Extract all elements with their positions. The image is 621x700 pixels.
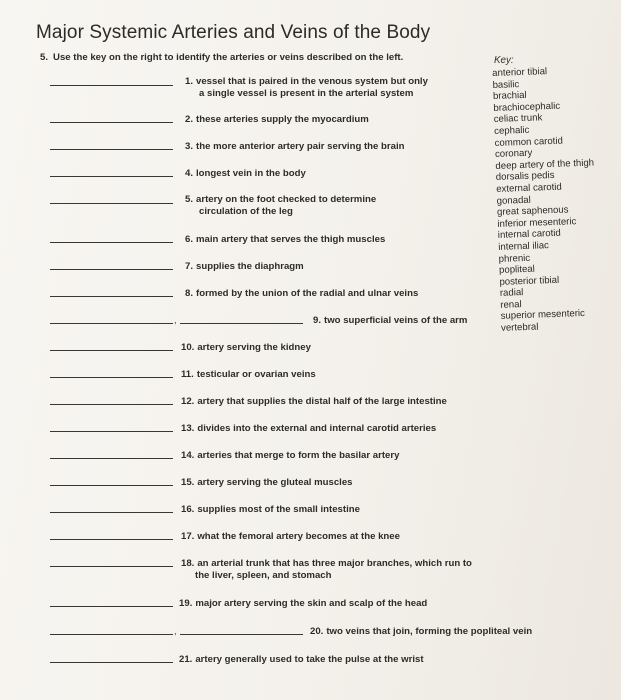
key-item: great saphenous (496, 204, 569, 219)
question-17: 17. what the femoral artery becomes at the knee (181, 531, 400, 542)
answer-blank-15[interactable] (50, 485, 173, 486)
answer-blank-19[interactable] (50, 606, 173, 607)
instruction-text: Use the key on the right to identify the arteries or veins described on the left. (53, 52, 404, 63)
answer-blank-1[interactable] (50, 85, 173, 86)
key-item: deep artery of the thigh (495, 157, 595, 172)
answer-blank-14[interactable] (50, 458, 173, 459)
question-14: 14. arteries that merge to form the basilar artery (181, 450, 400, 461)
answer-blank-10[interactable] (50, 350, 173, 351)
key-item: brachial (492, 90, 527, 103)
question-16: 16. supplies most of the small intestine (181, 504, 360, 515)
question-21: 21. artery generally used to take the pulse at the wrist (179, 654, 424, 665)
question-6: 6. main artery that serves the thigh muscles (185, 234, 386, 245)
question-2: 2. these arteries supply the myocardium (185, 114, 369, 125)
key-item: internal iliac (498, 240, 550, 253)
answer-blank-3[interactable] (50, 149, 173, 150)
key-item: anterior tibial (492, 66, 548, 79)
question-20: 20. two veins that join, forming the popliteal vein (310, 626, 533, 637)
answer-blank-17[interactable] (50, 539, 173, 540)
key-item: popliteal (498, 263, 535, 276)
answer-blank-20b[interactable] (180, 634, 303, 635)
question-12: 12. artery that supplies the distal half of the large intestine (181, 396, 447, 407)
answer-blank-13[interactable] (50, 431, 173, 432)
question-13: 13. divides into the external and internal carotid arteries (181, 423, 437, 434)
page-title: Major Systemic Arteries and Veins of the Body (36, 22, 431, 43)
answer-blank-8[interactable] (50, 296, 173, 297)
separator-comma: , (174, 626, 177, 636)
key-item: common carotid (494, 135, 564, 149)
question-19: 19. major artery serving the skin and scalp of the head (179, 598, 428, 609)
question-11: 11. testicular or ovarian veins (181, 369, 316, 380)
key-item: internal carotid (497, 228, 561, 242)
key-item: cephalic (494, 124, 530, 137)
key-item: posterior tibial (499, 274, 560, 288)
key-item: coronary (494, 147, 533, 161)
key-item: phrenic (498, 252, 531, 265)
answer-blank-9a[interactable] (50, 323, 173, 324)
question-10: 10. artery serving the kidney (181, 342, 311, 353)
answer-blank-5[interactable] (50, 203, 173, 204)
question-3: 3. the more anterior artery pair serving the brain (185, 141, 405, 152)
key-item: basilic (492, 78, 520, 91)
key-title: Key: (494, 55, 514, 66)
question-9: 9. two superficial veins of the arm (313, 315, 468, 326)
instruction-number: 5. (40, 52, 49, 63)
question-18: 18. an arterial trunk that has three major branches, which run to the liver, spleen, and stomach (181, 558, 472, 581)
answer-blank-20a[interactable] (50, 634, 173, 635)
instruction (40, 52, 403, 63)
key-item: external carotid (496, 181, 562, 195)
answer-blank-16[interactable] (50, 512, 173, 513)
key-list (492, 65, 600, 335)
answer-blank-4[interactable] (50, 176, 173, 177)
question-1: 1. vessel that is paired in the venous system but only a single vessel is present in the arterial system (185, 76, 428, 99)
separator-comma: , (174, 315, 177, 325)
answer-blank-7[interactable] (50, 269, 173, 270)
answer-blank-2[interactable] (50, 122, 173, 123)
key-item: vertebral (500, 321, 539, 334)
key-item: dorsalis pedis (495, 170, 555, 184)
key-item: brachiocephalic (493, 100, 561, 114)
key-item: celiac trunk (493, 112, 543, 126)
key-item: renal (500, 298, 522, 311)
key-item: radial (499, 287, 524, 300)
question-5: 5. artery on the foot checked to determine circulation of the leg (185, 194, 377, 217)
question-15: 15. artery serving the gluteal muscles (181, 477, 353, 488)
key-item: inferior mesenteric (497, 215, 577, 230)
key-item: gonadal (496, 194, 531, 207)
answer-blank-21[interactable] (50, 662, 173, 663)
answer-blank-12[interactable] (50, 404, 173, 405)
answer-blank-11[interactable] (50, 377, 173, 378)
answer-blank-9b[interactable] (180, 323, 303, 324)
question-7: 7. supplies the diaphragm (185, 261, 304, 272)
question-8: 8. formed by the union of the radial and ulnar veins (185, 288, 419, 299)
answer-blank-18[interactable] (50, 566, 173, 567)
key-item: superior mesenteric (500, 308, 586, 323)
answer-blank-6[interactable] (50, 242, 173, 243)
question-4: 4. longest vein in the body (185, 168, 306, 179)
